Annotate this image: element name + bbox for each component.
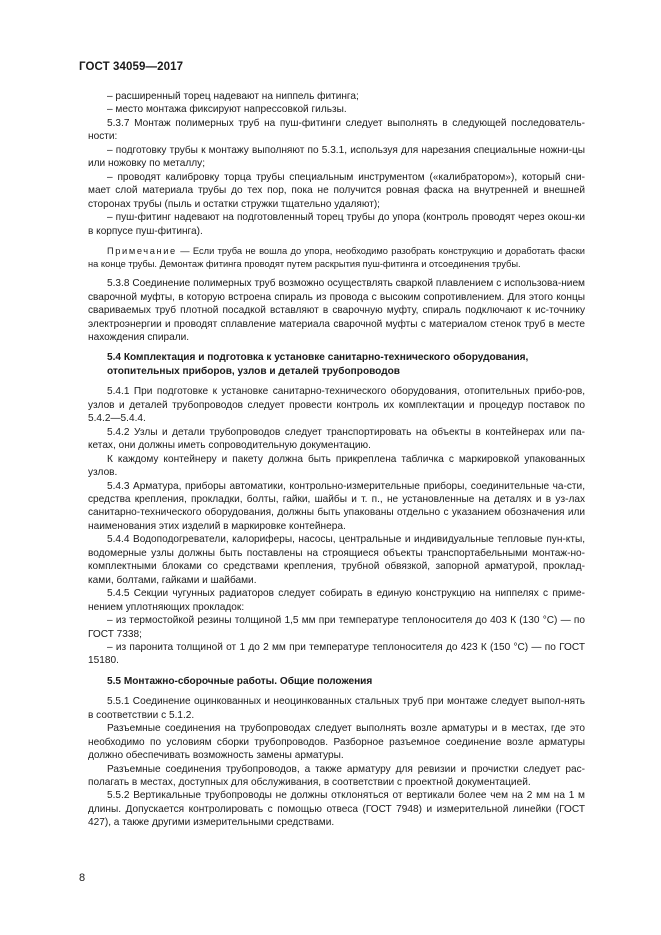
- paragraph: 5.4.2 Узлы и детали трубопроводов следует транспортировать на объекты в контейнерах или па-кетах, они должны иметь сопроводительную документацию.: [88, 426, 585, 452]
- paragraph: – подготовку трубы к монтажу выполняют по 5.3.1, используя для нарезания специальные ножни-цы или ножовку по металлу;: [88, 144, 585, 170]
- note-text: — Если труба не вошла до упора, необходимо разобрать конструкцию и доработать фаски на конце трубы. Демонтаж фитинга проводят путем раскрытия пуш-фитинга и отсоединения трубы.: [88, 245, 585, 269]
- document-body: [88, 90, 585, 830]
- paragraph: – из паронита толщиной от 1 до 2 мм при температуре теплоносителя до 423 К (150 °С) — по ГОСТ 15180.: [88, 641, 585, 667]
- paragraph: К каждому контейнеру и пакету должна быть прикреплена табличка с маркировкой упакованных узлов.: [88, 453, 585, 479]
- section-heading: 5.5 Монтажно-сборочные работы. Общие положения: [107, 675, 373, 687]
- spacer: [88, 238, 585, 245]
- paragraph: – пуш-фитинг надевают на подготовленный торец трубы до упора (контроль проводят через окош-ки в корпусе пуш-фитинга).: [88, 212, 585, 237]
- spacer: [88, 668, 585, 675]
- paragraph: 5.5.1 Соединение оцинкованных и неоцинкованных стальных труб при монтаже следует выпол-нять в соответствии с 5.1.2.: [88, 696, 585, 721]
- page-number: 8: [79, 872, 86, 884]
- paragraph: 5.4.3 Арматура, приборы автоматики, контрольно-измерительные приборы, соединительные ча-сти, средства крепления, прокладки, болты, гайки, шайбы и т. п., не установленные на деталях и в уз-лах санитарно-технического оборудования, должны быть упакованы отдельно с указанием обозначения или наименования этих изделий в маркировке контейнера.: [88, 480, 585, 532]
- paragraph: – расширенный торец надевают на ниппель фитинга;: [107, 91, 359, 102]
- paragraph: Разъемные соединения трубопроводов, а также арматуру для ревизии и прочистки следует рас-полагать в местах, доступных для обслуживания, в соответствии с проектной документацией.: [88, 763, 585, 789]
- document-code-header: ГОСТ 34059—2017: [79, 61, 184, 73]
- paragraph: 5.4.4 Водоподогреватели, калориферы, насосы, центральные и индивидуальные тепловые пун-кты, водомерные узлы должны быть поставлены на строящиеся объекты транспортабельными монтаж-но-комплектными блоками со средствами крепления, трубной обвязкой, запорной арматурой, проклад-ками, болтами, гайками и шайбами.: [88, 534, 585, 586]
- spacer: [88, 270, 585, 277]
- note-paragraph: [88, 245, 585, 270]
- note-label: Примечание: [107, 245, 177, 256]
- paragraph: 5.4.1 При подготовке к установке санитарно-технического оборудования, отопительных прибо-ров, узлов и деталей трубопроводов следует провести контроль их комплектации и процедур поставок по 5.4.2—5.4.4.: [88, 386, 585, 425]
- paragraph: 5.3.7 Монтаж полимерных труб на пуш-фитинги следует выполнять в следующей последователь-ности:: [88, 117, 585, 143]
- paragraph: Разъемные соединения на трубопроводах следует выполнять возле арматуры и в местах, где это необходимо по условиям сборки трубопроводов. Разборное разъемное соединение возле арматуры должно обеспечивать возможность замены арматуры.: [88, 723, 585, 762]
- paragraph: – место монтажа фиксируют напрессовкой гильзы.: [107, 104, 347, 116]
- paragraph: 5.5.2 Вертикальные трубопроводы не должны отклоняться от вертикали более чем на 2 мм на 1 м длины. Допускается контролировать с помощью отвеса (ГОСТ 7948) и измерительной линейки (ГОСТ 427), а также другими измерительными средствами.: [88, 790, 585, 829]
- spacer: [88, 378, 585, 385]
- paragraph: 5.3.8 Соединение полимерных труб возможно осуществлять сваркой плавлением с использова-нием сварочной муфты, в которую встроена спираль из провода с высоким сопротивлением. Для этого концы свариваемых труб плотной посадкой вставляют в сварочную муфту, спираль подключают к ис-точнику электроэнергии и проводят сплавление материала сварочной муфты с материалом стенок труб в месте нахождения спирали.: [88, 278, 585, 343]
- section-heading: 5.4 Комплектация и подготовка к установке санитарно-технического оборудования, отопительных приборов, узлов и деталей трубопроводов: [107, 352, 529, 377]
- paragraph: – из термостойкой резины толщиной 1,5 мм при температуре теплоносителя до 403 К (130 °С) — по ГОСТ 7338;: [88, 615, 585, 640]
- spacer: [88, 344, 585, 351]
- paragraph: 5.4.5 Секции чугунных радиаторов следует собирать в единую конструкцию на ниппелях с приме-нением уплотняющих прокладок:: [88, 588, 585, 613]
- spacer: [88, 688, 585, 695]
- paragraph: – проводят калибровку торца трубы специальным инструментом («калибратором»), который сни-мает слой материала трубы до тех пор, пока не получится ровная фаска на внутренней и внешней сторонах трубы (пыль и остатки стружки тщательно удаляют);: [88, 171, 585, 210]
